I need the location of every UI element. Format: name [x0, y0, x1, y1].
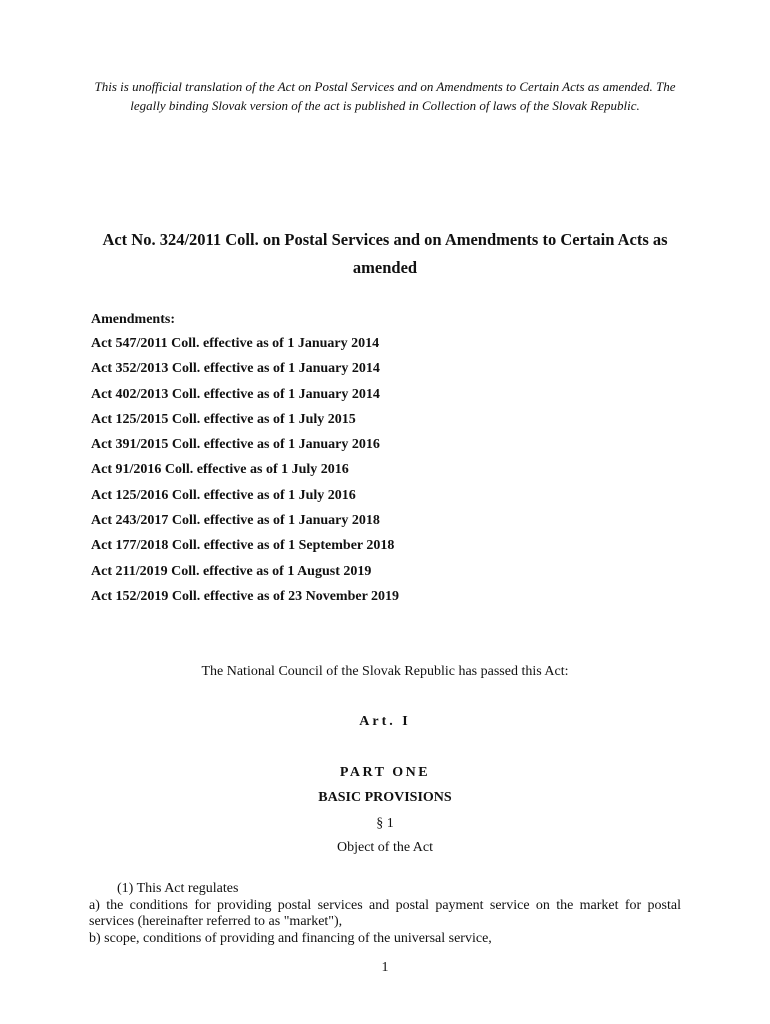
amendments-heading: Amendments:	[91, 312, 175, 327]
amendment-item: Act 391/2015 Coll. effective as of 1 January 2016	[91, 437, 380, 453]
amendment-item: Act 352/2013 Coll. effective as of 1 January 2014	[91, 361, 380, 377]
section-title: Object of the Act	[336, 840, 434, 855]
page-number: 1	[381, 960, 389, 975]
paragraph-intro: (1) This Act regulates	[117, 881, 239, 896]
amendment-item: Act 402/2013 Coll. effective as of 1 January 2014	[91, 386, 380, 402]
list-item-b: b) scope, conditions of providing and financing of the universal service,	[89, 930, 492, 946]
amendment-item: Act 211/2019 Coll. effective as of 1 August 2019	[91, 563, 372, 579]
amendment-item: Act 547/2011 Coll. effective as of 1 January 2014	[91, 336, 380, 351]
amendment-item: Act 177/2018 Coll. effective as of 1 September 2018	[91, 538, 395, 554]
section-number: § 1	[376, 816, 394, 831]
article-heading: Art. I	[359, 714, 411, 729]
amendments-list	[91, 336, 399, 614]
amendment-item: Act 243/2017 Coll. effective as of 1 January 2018	[91, 513, 380, 529]
amendment-item: Act 91/2016 Coll. effective as of 1 July 2016	[91, 462, 349, 478]
part-title: BASIC PROVISIONS	[318, 790, 452, 805]
act-title: Act No. 324/2011 Coll. on Postal Services and on Amendments to Certain Acts as amended	[102, 230, 668, 277]
preamble: The National Council of the Slovak Republic has passed this Act:	[201, 664, 569, 679]
list-item-a: a) the conditions for providing postal services and postal payment service on the market for postal services (hereinafter referred to as "market"),	[89, 897, 681, 929]
part-heading: PART ONE	[339, 765, 431, 780]
section-body	[89, 881, 681, 947]
amendment-item: Act 152/2019 Coll. effective as of 23 November 2019	[91, 588, 400, 604]
translation-disclaimer: This is unofficial translation of the Act on Postal Services and on Amendments to Certain Acts as amended. The legally binding Slovak version of the act is published in Collection of laws of the Slovak Republic.	[94, 79, 676, 113]
amendment-item: Act 125/2016 Coll. effective as of 1 July 2016	[91, 487, 356, 503]
amendment-item: Act 125/2015 Coll. effective as of 1 July 2015	[91, 411, 356, 427]
